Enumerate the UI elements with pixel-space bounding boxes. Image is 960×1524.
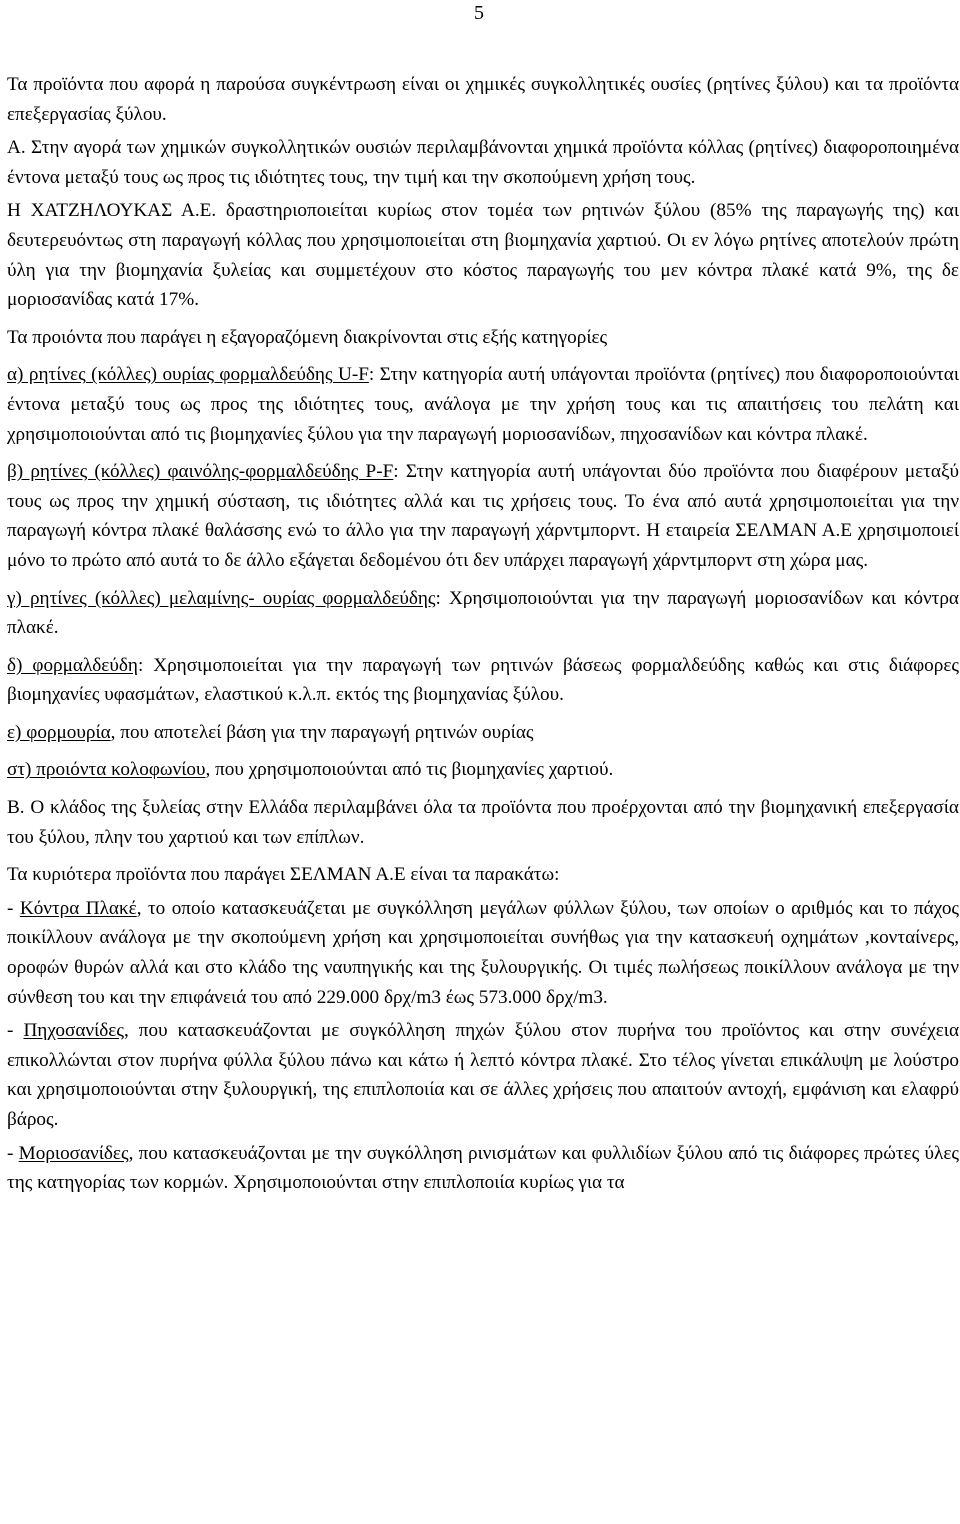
category-d-text: : Χρησιμοποιείται για την παραγωγή των ρητινών βάσεως φορμαλδεύδης καθώς και στις διάφορες βιομηχανίες υφασμάτων, ελαστικού κ.λ.π. εκτός της βιομηχανίας ξύλου. [7, 654, 959, 706]
section-b-paragraph: Β. Ο κλάδος της ξυλείας στην Ελλάδα περιλαμβάνει όλα τα προϊόντα που προέρχονται από την βιομηχανική επεξεργασία του ξύλου, πλην του χαρτιού και των επίπλων. [7, 797, 959, 848]
product-blockboard-title: Πηχοσανίδες [23, 1020, 124, 1042]
product-blockboard-text: , που κατασκευάζονται με συγκόλληση πηχών ξύλου στον πυρήνα του προϊόντος και στην συνέχεια επικολλώνται στον πυρήνα φύλλα ξύλου πάνω και κάτω ή λεπτό κόντρα πλακέ. Στο τέλος γίνεται επικάλυψη με λούστρο και χρησιμοποιούνται στην ξυλουργική, της επιπλοποιία και σε άλλες χρήσεις που απαιτούν αντοχή, εμφάνιση και ελαφρύ βάρος. [7, 1020, 960, 1130]
page-number: 5 [474, 2, 484, 24]
category-f-title: στ) προιόντα κολοφωνίου [7, 759, 206, 781]
section-a-paragraph: Α. Στην αγορά των χημικών συγκολλητικών ουσιών περιλαμβάνονται χημικά προϊόντα κόλλας (ρητίνες) διαφοροποιημένα έντονα μεταξύ τους ως προς τις ιδιότητες τους, την τιμή και την σκοπούμενη χρήση τους. [7, 137, 959, 188]
category-c-text: : Χρησιμοποιούνται για την παραγωγή μοριοσανίδων και κόντρα πλακέ. [7, 587, 959, 639]
category-f-text: , που χρησιμοποιούνται από τις βιομηχανίες χαρτιού. [205, 759, 614, 781]
dash: - [7, 1142, 19, 1164]
intro-paragraph: Τα προϊόντα που αφορά η παρούσα συγκέντρωση είναι οι χημικές συγκολλητικές ουσίες (ρητίνες ξύλου) και τα προϊόντα επεξεργασίας ξύλου. [7, 74, 959, 125]
category-f [7, 755, 959, 785]
product-particleboard [7, 1139, 959, 1198]
category-a-text: : Στην κατηγορία αυτή υπάγονται προϊόντα (ρητίνες) που διαφοροποιούνται έντονα μεταξύ τους ως προς της ιδιότητες τους, ανάλογα με την χρήση τους και τις απαιτήσεις του πελάτη και χρησιμοποιούνται από τις βιομηχανίες ξύλου για την παραγωγή μοριοσανίδων, πηχοσανίδων και κόντρα πλακέ. [7, 364, 959, 445]
product-plywood-title: Κόντρα Πλακέ [19, 897, 137, 919]
product-plywood-text: , το οποίο κατασκευάζεται με συγκόλληση μεγάλων φύλλων ξύλου, των οποίων ο αριθμός και το πάχος ποικίλλουν ανάλογα με την σκοπούμενη χρήση και χρησιμοποιείται συνήθως για την κατασκευή οχημάτων ,κονταίνερς, οροφών θυρών αλλά και στο κλάδο της ναυπηγικής και της ξυλουργικής. Οι τιμές πωλήσεως ποικίλλουν ανάλογα με την σύνθεση του και την επιφάνειά του από 229.000 δρχ/m3 έως 573.000 δρχ/m3. [7, 897, 960, 1008]
document-body [7, 70, 959, 1202]
company-paragraph: Η ΧΑΤΖΗΛΟΥΚΑΣ Α.Ε. δραστηριοποιείται κυρίως στον τομέα των ρητινών ξύλου (85% της παραγωγής της) και δευτερευόντως στη παραγωγή κόλλας που χρησιμοποιείται στη βιομηχανία χαρτιού. Οι εν λόγω ρητίνες αποτελούν πρώτη ύλη για την βιομηχανία ξυλείας και συμμετέχουν στο κόστος παραγωγής του μεν κόντρα πλακέ κατά 9%, της δε μοριοσανίδας κατά 17%. [7, 200, 959, 311]
category-e [7, 718, 959, 748]
category-d [7, 651, 959, 710]
category-a [7, 360, 959, 449]
product-particleboard-text: , που κατασκευάζονται με την συγκόλληση ρινισμάτων και φυλλιδίων ξύλου από τις διάφορες πρώτες ύλες της κατηγορίας των κορμών. Χρησιμοποιούνται στην επιπλοποιία κυρίως για τα [7, 1142, 959, 1194]
category-b [7, 457, 959, 575]
product-plywood [7, 894, 959, 1012]
dash: - [7, 897, 20, 919]
category-c [7, 584, 959, 643]
categories-intro: Τα προιόντα που παράγει η εξαγοραζόμενη διακρίνονται στις εξής κατηγορίες [7, 326, 608, 348]
category-d-title: δ) φορμαλδεύδη [7, 654, 138, 676]
category-e-text: , που αποτελεί βάση για την παραγωγή ρητινών ουρίας [110, 721, 534, 743]
category-b-title: β) ρητίνες (κόλλες) φαινόλης-φορμαλδεύδης P-F [7, 461, 394, 483]
category-e-title: ε) φορμουρία [7, 721, 111, 743]
product-particleboard-title: Μοριοσανίδες [18, 1142, 129, 1164]
products-intro: Τα κυριότερα προϊόντα που παράγει ΣΕΛΜΑΝ Α.Ε είναι τα παρακάτω: [7, 864, 560, 886]
category-b-text: : Στην κατηγορία αυτή υπάγονται δύο προϊόντα που διαφέρουν μεταξύ τους ως προς την χημική σύσταση, τις ιδιότητες αλλά και τις χρήσεις τους. Το ένα από αυτά χρησιμοποιείται για την παραγωγή κόντρα πλακέ θαλάσσης ενώ το άλλο για την παραγωγή χάρντμπορντ. Η εταιρεία ΣΕΛΜΑΝ Α.Ε χρησιμοποιεί μόνο το πρώτο από αυτά το δε άλλο εξάγεται δεδομένου ότι δεν υπάρχει παραγωγή χάρντμπορντ στη χώρα μας. [7, 461, 959, 571]
dash: - [7, 1020, 24, 1042]
category-a-title: α) ρητίνες (κόλλες) ουρίας φορμαλδεύδης U-F [7, 364, 369, 386]
category-c-title: γ) ρητίνες (κόλλες) μελαμίνης- ουρίας φορμαλδεύδης [7, 587, 436, 609]
product-blockboard [7, 1016, 959, 1134]
